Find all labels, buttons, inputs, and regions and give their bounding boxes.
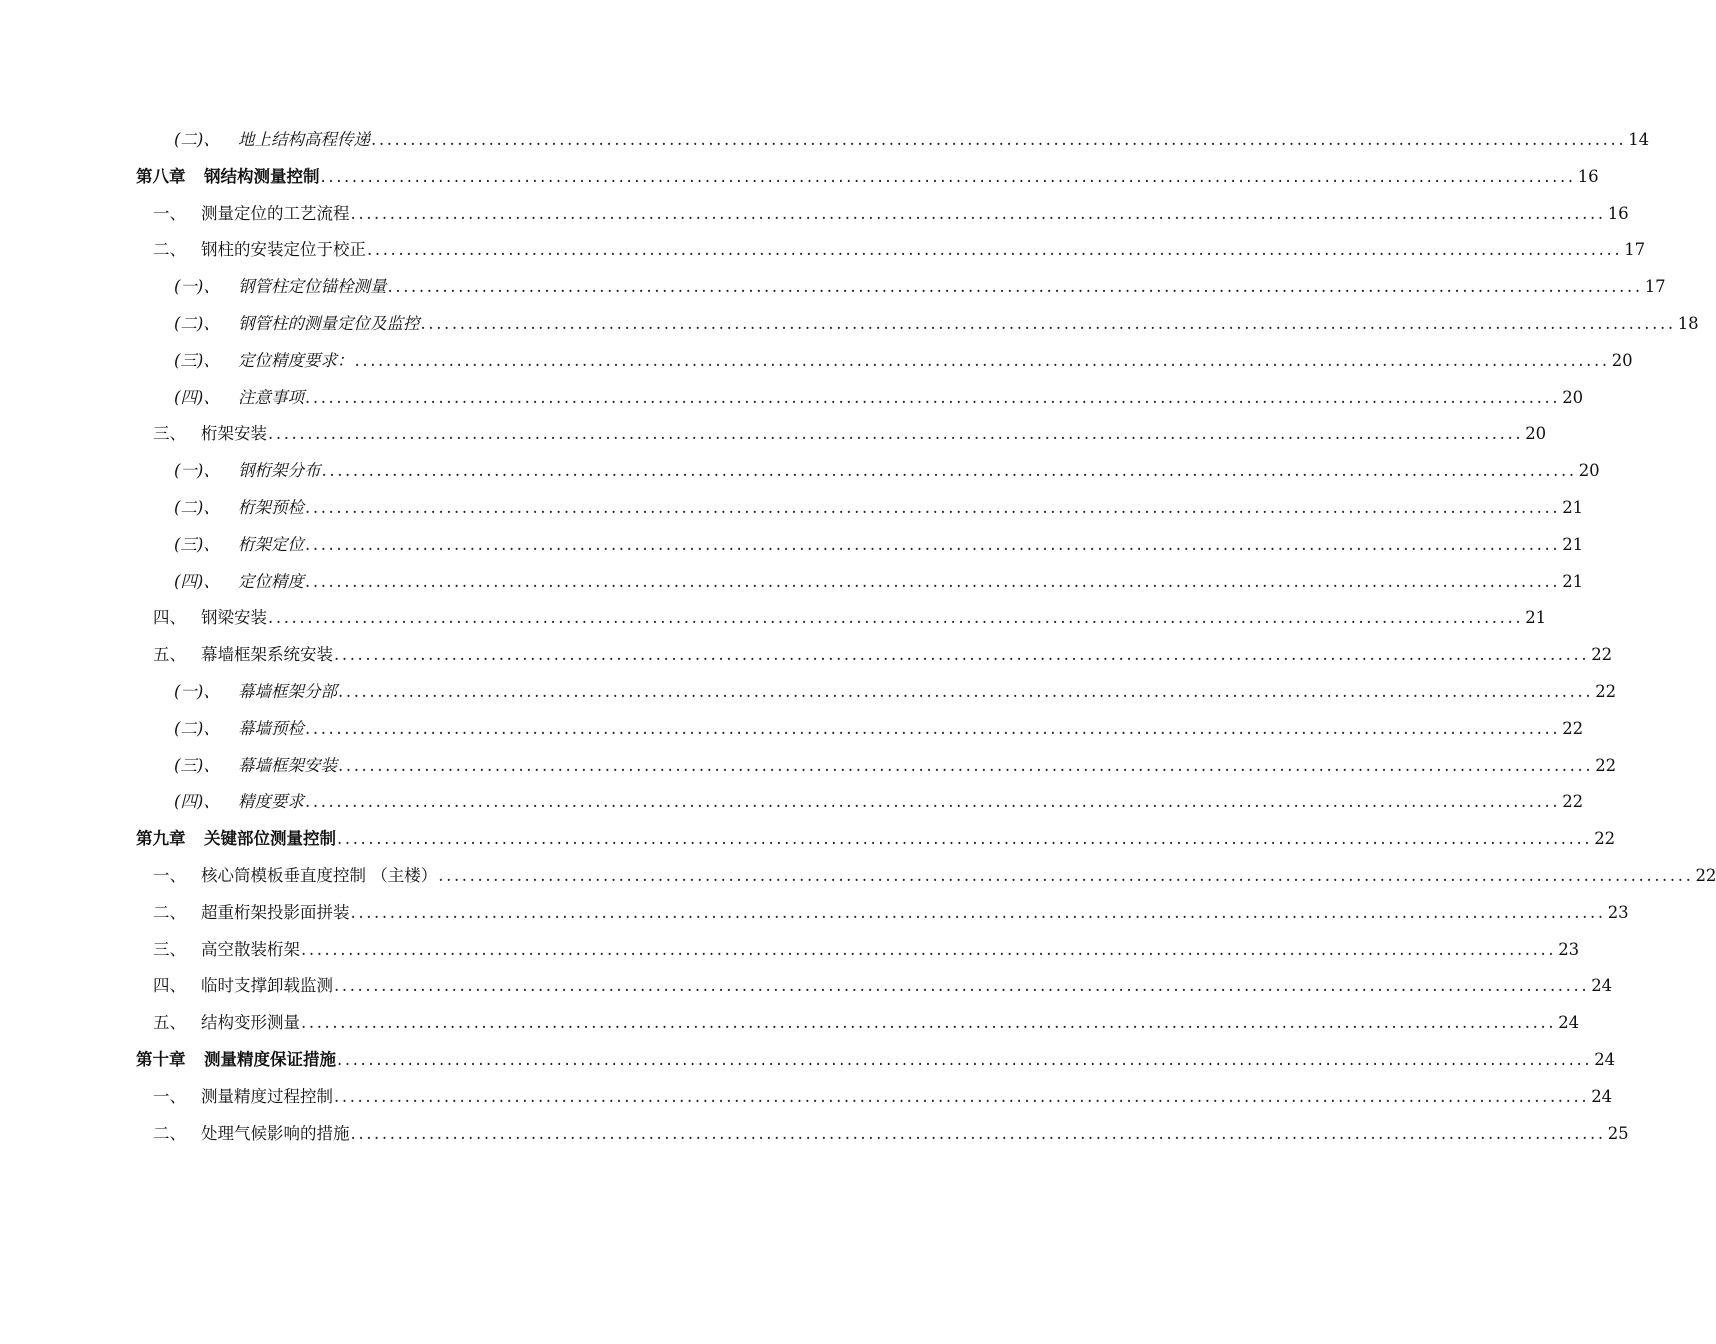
toc-entry-title: 定位精度 xyxy=(238,571,304,591)
toc-entry-number: (二)、 xyxy=(174,497,220,517)
toc-entry-page-number: 16 xyxy=(1607,203,1629,223)
toc-entry[interactable] xyxy=(136,748,1617,785)
toc-dot-leader: ................................................................................................................................................................ xyxy=(301,1013,1557,1033)
toc-entry-number: (二)、 xyxy=(174,130,220,149)
toc-entry-number: (四)、 xyxy=(174,571,220,591)
toc-dot-leader: ................................................................................................................................................................ xyxy=(337,829,1593,849)
toc-entry-title: 地上结构高程传递 xyxy=(238,130,370,149)
toc-entry[interactable] xyxy=(136,637,1613,674)
toc-entry-number: 第九章 xyxy=(136,829,186,849)
toc-entry-number: 一、 xyxy=(153,1086,186,1106)
toc-entry-number: 五、 xyxy=(153,645,186,665)
toc-entry-number: (一)、 xyxy=(174,277,220,297)
toc-entry-page-number: 21 xyxy=(1562,497,1584,517)
toc-entry-number: 四、 xyxy=(153,608,186,628)
toc-entry-page-number: 24 xyxy=(1594,1049,1616,1069)
toc-entry[interactable] xyxy=(136,600,1547,637)
toc-entry-title: 注意事项 xyxy=(238,387,304,407)
toc-entry-text xyxy=(174,490,1560,527)
toc-entry-page-number: 21 xyxy=(1562,534,1584,554)
toc-entry-page-number: 18 xyxy=(1677,313,1699,333)
toc-entry-text xyxy=(136,1042,1592,1079)
toc-entry-page-number: 16 xyxy=(1577,166,1599,186)
toc-entry-page-number: 21 xyxy=(1525,608,1547,628)
toc-entry-text xyxy=(153,895,1606,932)
toc-entry-text xyxy=(174,453,1577,490)
toc-entry-page-number: 17 xyxy=(1624,240,1646,260)
toc-entry[interactable] xyxy=(136,453,1600,490)
toc-entry[interactable] xyxy=(136,1042,1616,1079)
toc-entry[interactable] xyxy=(136,527,1584,564)
toc-entry-title: 关键部位测量控制 xyxy=(204,829,336,849)
toc-dot-leader: ................................................................................................................................................................ xyxy=(387,277,1643,297)
toc-dot-leader: ................................................................................................................................................................ xyxy=(350,203,1606,223)
toc-entry[interactable] xyxy=(136,490,1584,527)
toc-entry-text xyxy=(153,858,1693,895)
toc-entry-page-number: 24 xyxy=(1591,1086,1613,1106)
toc-entry-title: 超重桁架投影面拼装 xyxy=(201,902,350,922)
toc-entry-text xyxy=(174,711,1560,748)
toc-entry[interactable] xyxy=(136,711,1584,748)
toc-entry-number: 一、 xyxy=(153,203,186,223)
toc-dot-leader: ................................................................................................................................................................ xyxy=(305,718,1561,738)
toc-entry-number: 五、 xyxy=(153,1013,186,1033)
toc-entry-number: (一)、 xyxy=(174,681,220,701)
toc-entry[interactable] xyxy=(136,895,1629,932)
toc-entry-text xyxy=(174,380,1560,417)
toc-entry-page-number: 20 xyxy=(1578,461,1600,481)
toc-entry-title: 测量定位的工艺流程 xyxy=(201,203,350,223)
toc-entry-text xyxy=(174,784,1560,821)
toc-entry-text xyxy=(174,343,1610,380)
toc-dot-leader: ................................................................................................................................................................ xyxy=(268,608,1524,628)
toc-entry-number: 第十章 xyxy=(136,1049,186,1069)
toc-entry-text xyxy=(153,196,1606,233)
toc-entry-title: 桁架定位 xyxy=(238,534,304,554)
toc-dot-leader: ................................................................................................................................................................ xyxy=(354,350,1610,370)
toc-entry-number: (四)、 xyxy=(174,792,220,812)
toc-entry-text xyxy=(174,564,1560,601)
toc-entry-title: 钢结构测量控制 xyxy=(204,166,320,186)
toc-entry-title: 桁架预检 xyxy=(238,497,304,517)
toc-entry-page-number: 22 xyxy=(1695,865,1716,885)
toc-entry-text xyxy=(174,748,1593,785)
toc-dot-leader: ................................................................................................................................................................ xyxy=(338,755,1594,775)
toc-dot-leader: ................................................................................................................................................................ xyxy=(301,939,1557,959)
toc-entry-number: (四)、 xyxy=(174,387,220,407)
toc-entry-title: 测量精度过程控制 xyxy=(201,1086,333,1106)
toc-entry-text xyxy=(153,932,1556,969)
toc-dot-leader: ................................................................................................................................................................ xyxy=(350,1123,1606,1143)
toc-dot-leader: ................................................................................................................................................................ xyxy=(321,461,1577,481)
toc-entry-title: 临时支撑卸载监测 xyxy=(201,976,333,996)
toc-entry-text xyxy=(174,269,1643,306)
toc-entry[interactable] xyxy=(136,122,1650,159)
toc-entry-text xyxy=(153,1079,1589,1116)
toc-entry-page-number: 20 xyxy=(1562,387,1584,407)
toc-entry-title: 钢柱的安装定位于校正 xyxy=(201,240,366,260)
toc-entry[interactable] xyxy=(136,343,1633,380)
toc-entry-page-number: 21 xyxy=(1562,571,1584,591)
toc-entry-number: (三)、 xyxy=(174,534,220,554)
toc-entry-text xyxy=(174,527,1560,564)
toc-dot-leader: ................................................................................................................................................................ xyxy=(334,976,1590,996)
toc-entry-page-number: 22 xyxy=(1562,792,1584,812)
toc-dot-leader: ................................................................................................................................................................ xyxy=(305,534,1561,554)
toc-entry-page-number: 23 xyxy=(1558,939,1580,959)
toc-entry-page-number: 23 xyxy=(1607,902,1629,922)
toc-entry[interactable] xyxy=(136,858,1716,895)
toc-entry-number: (三)、 xyxy=(174,350,220,370)
toc-entry[interactable] xyxy=(136,1005,1580,1042)
toc-entry-number: (二)、 xyxy=(174,718,220,738)
toc-entry-title: 结构变形测量 xyxy=(201,1013,300,1033)
toc-entry-text xyxy=(174,122,1626,159)
toc-entry-text xyxy=(153,600,1523,637)
toc-entry-title: 钢梁安装 xyxy=(201,608,267,628)
toc-entry[interactable] xyxy=(136,968,1613,1005)
toc-entry-page-number: 14 xyxy=(1628,130,1650,149)
toc-entry-page-number: 17 xyxy=(1644,277,1666,297)
toc-entry-number: 一、 xyxy=(153,865,186,885)
toc-entry[interactable] xyxy=(136,269,1666,306)
toc-entry-title: 精度要求 xyxy=(238,792,304,812)
toc-entry-title: 测量精度保证措施 xyxy=(204,1049,336,1069)
toc-entry-title: 钢管柱的测量定位及监控 xyxy=(238,313,420,333)
toc-entry-title: 定位精度要求： xyxy=(238,350,354,370)
toc-entry[interactable] xyxy=(136,159,1599,196)
toc-entry-number: 四、 xyxy=(153,976,186,996)
toc-entry-title: 桁架安装 xyxy=(201,424,267,444)
toc-entry-number: 二、 xyxy=(153,902,186,922)
toc-entry[interactable] xyxy=(136,380,1584,417)
toc-dot-leader: ................................................................................................................................................................ xyxy=(371,130,1627,149)
toc-entry-page-number: 22 xyxy=(1595,755,1617,775)
toc-entry[interactable] xyxy=(136,1079,1613,1116)
toc-dot-leader: ................................................................................................................................................................ xyxy=(420,313,1676,333)
toc-entry-text xyxy=(174,306,1676,343)
toc-entry-title: 钢管柱定位锚栓测量 xyxy=(238,277,387,297)
toc-entry-text xyxy=(174,674,1593,711)
toc-entry[interactable] xyxy=(136,564,1584,601)
toc-entry-text xyxy=(153,1116,1606,1153)
toc-dot-leader: ................................................................................................................................................................ xyxy=(337,1049,1593,1069)
toc-entry[interactable] xyxy=(136,232,1646,269)
toc-entry-page-number: 22 xyxy=(1594,829,1616,849)
toc-entry-page-number: 22 xyxy=(1591,645,1613,665)
toc-dot-leader: ................................................................................................................................................................ xyxy=(338,681,1594,701)
toc-dot-leader: ................................................................................................................................................................ xyxy=(268,424,1524,444)
toc-dot-leader: ................................................................................................................................................................ xyxy=(305,497,1561,517)
toc-entry-text xyxy=(136,159,1576,196)
toc-entry-title: 幕墙框架分部 xyxy=(238,681,337,701)
toc-entry-title: 幕墙框架安装 xyxy=(238,755,337,775)
toc-entry-text xyxy=(153,637,1589,674)
toc-dot-leader: ................................................................................................................................................................ xyxy=(334,1086,1590,1106)
toc-entry-number: (一)、 xyxy=(174,461,220,481)
toc-entry[interactable] xyxy=(136,1116,1629,1153)
toc-entry[interactable] xyxy=(136,932,1580,969)
toc-entry-title: 钢桁架分布 xyxy=(238,461,321,481)
toc-entry-number: 三、 xyxy=(153,939,186,959)
toc-entry-page-number: 20 xyxy=(1611,350,1633,370)
toc-dot-leader: ................................................................................................................................................................ xyxy=(305,571,1561,591)
toc-dot-leader: ................................................................................................................................................................ xyxy=(438,865,1694,885)
toc-dot-leader: ................................................................................................................................................................ xyxy=(350,902,1606,922)
toc-entry-page-number: 25 xyxy=(1607,1123,1629,1143)
toc-entry-title: 高空散装桁架 xyxy=(201,939,300,959)
toc-entry-number: (二)、 xyxy=(174,313,220,333)
toc-entry[interactable] xyxy=(136,196,1629,233)
toc-entry-title: 处理气候影响的措施 xyxy=(201,1123,350,1143)
toc-entry-text xyxy=(153,968,1589,1005)
toc-entry-text xyxy=(153,416,1523,453)
toc-entry-text xyxy=(153,1005,1556,1042)
toc-dot-leader: ................................................................................................................................................................ xyxy=(367,240,1623,260)
toc-entry[interactable] xyxy=(136,306,1699,343)
toc-entry-page-number: 24 xyxy=(1558,1013,1580,1033)
toc-entry-number: 三、 xyxy=(153,424,186,444)
toc-entry-number: 二、 xyxy=(153,1123,186,1143)
toc-entry-title: 幕墙预检 xyxy=(238,718,304,738)
toc-dot-leader: ................................................................................................................................................................ xyxy=(334,645,1590,665)
toc-entry-text xyxy=(136,821,1592,858)
table-of-contents xyxy=(136,122,1716,1152)
toc-entry-number: (三)、 xyxy=(174,755,220,775)
toc-entry-page-number: 22 xyxy=(1562,718,1584,738)
toc-entry-page-number: 22 xyxy=(1595,681,1617,701)
toc-entry[interactable] xyxy=(136,784,1584,821)
toc-dot-leader: ................................................................................................................................................................ xyxy=(320,166,1576,186)
toc-entry[interactable] xyxy=(136,821,1616,858)
toc-entry-page-number: 24 xyxy=(1591,976,1613,996)
toc-entry-text xyxy=(153,232,1622,269)
toc-entry-page-number: 20 xyxy=(1525,424,1547,444)
toc-dot-leader: ................................................................................................................................................................ xyxy=(305,792,1561,812)
toc-entry-title: 幕墙框架系统安装 xyxy=(201,645,333,665)
toc-dot-leader: ................................................................................................................................................................ xyxy=(305,387,1561,407)
toc-entry-number: 第八章 xyxy=(136,166,186,186)
toc-entry[interactable] xyxy=(136,416,1547,453)
toc-entry-title: 核心筒模板垂直度控制 （主楼） xyxy=(201,865,438,885)
toc-entry[interactable] xyxy=(136,674,1617,711)
toc-entry-number: 二、 xyxy=(153,240,186,260)
